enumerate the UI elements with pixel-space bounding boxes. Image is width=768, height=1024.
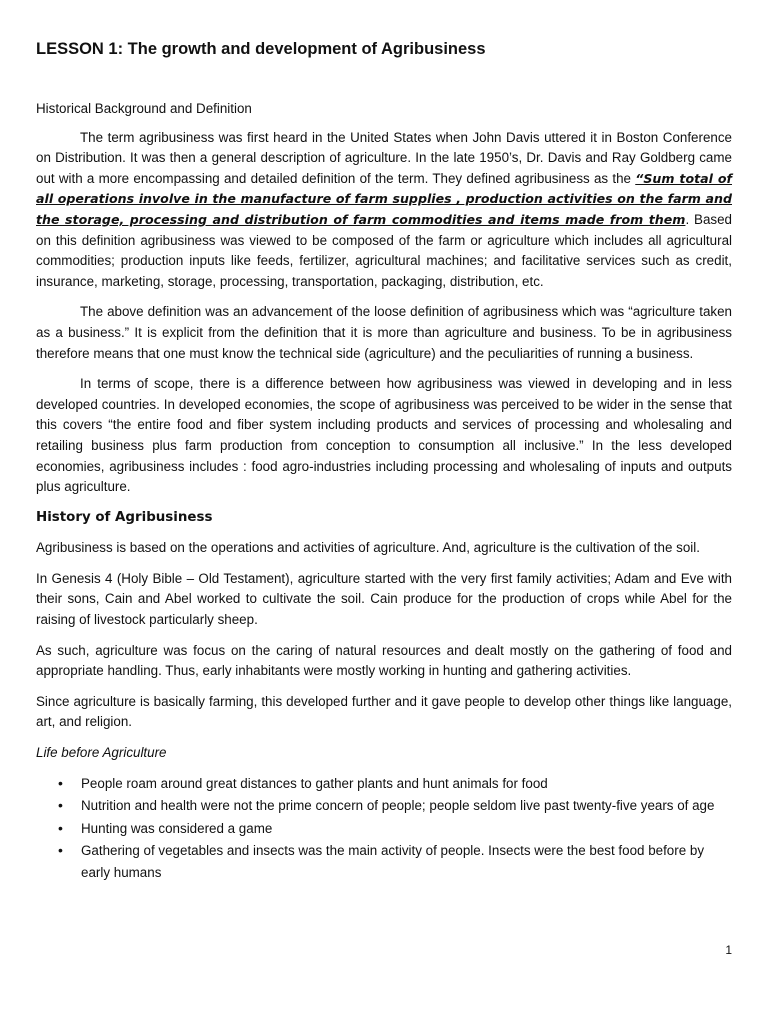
bullet-icon: •: [58, 774, 63, 791]
list-item-text: Nutrition and health were not the prime concern of people; people seldom live past twenty-five years of age: [81, 798, 715, 814]
document-body: [36, 38, 732, 884]
list-item: [36, 773, 732, 795]
bullet-icon: •: [58, 797, 63, 814]
list-item-text: People roam around great distances to gather plants and hunt animals for food: [81, 775, 548, 791]
paragraph-operations: Agribusiness is based on the operations and activities of agriculture. And, agriculture is the cultivation of the soil.: [36, 540, 700, 556]
list-item: [36, 840, 732, 883]
paragraph-text: The term agribusiness was first heard in the United States when John Davis uttered it in Boston Conference on Distribution. It was then a general description of agriculture. In the late 1950’s, Dr. Davis and Ray Goldberg came out with a more encompassing and detailed definition of the term. They defined agribusiness as the: [36, 129, 732, 186]
list-item-text: Gathering of vegetables and insects was the main activity of people. Insects were the best food before by early humans: [81, 843, 705, 880]
list-item: [36, 818, 732, 840]
bullet-icon: •: [58, 819, 63, 836]
life-before-agriculture-heading: Life before Agriculture: [36, 745, 167, 761]
section-label: Historical Background and Definition: [36, 101, 252, 116]
paragraph-definition: [36, 128, 732, 293]
page-number: 1: [725, 943, 732, 957]
list-item: [36, 795, 732, 817]
list-item-text: Hunting was considered a game: [81, 820, 273, 836]
lesson-title: LESSON 1: The growth and development of Agribusiness: [36, 40, 486, 58]
paragraph-advancement: The above definition was an advancement of the loose definition of agribusiness which was “agriculture taken as a business.” It is explicit from the definition that it is more than agriculture and business. To be in agribusiness therefore means that one must know the technical side (agriculture) and the peculiarities of running a business.: [36, 304, 732, 361]
paragraph-scope: In terms of scope, there is a difference between how agribusiness was viewed in developing and in less developed countries. In developed economies, the scope of agribusiness was perceived to be wider in the sense that this covers “the entire food and fiber system including products and services of processing and wholesaling and retailing business plus farm production from conception to consumption all inclusive.” In the less developed economies, agribusiness includes : food agro-industries including processing and wholesaling of inputs and outputs plus agriculture.: [36, 376, 732, 495]
agribusiness-definition-quote: “Sum total of all operations involve in the manufacture of farm supplies , production activities on the farm and the storage, processing and distribution of farm commodities and items made from them: [36, 170, 732, 227]
bullet-icon: •: [58, 842, 63, 859]
history-heading: History of Agribusiness: [36, 509, 213, 525]
paragraph-farming: Since agriculture is basically farming, this developed further and it gave people to develop other things like language, art, and religion.: [36, 693, 732, 730]
paragraph-genesis: In Genesis 4 (Holy Bible – Old Testament), agriculture started with the very first family activities; Adam and Eve with their sons, Cain and Abel worked to cultivate the soil. Cain produce for the production of crops while Abel for the raising of livestock particularly sheep.: [36, 570, 732, 628]
paragraph-text: . Based on this definition agribusiness was viewed to be composed of the farm or agriculture which includes all agricultural commodities; production inputs like feeds, fertilizer, agricultural machines; and facilitative services such as credit, insurance, marketing, storage, processing, transportation, packaging, distribution, etc.: [36, 211, 732, 289]
bullet-list: [36, 773, 732, 884]
paragraph-natural-resources: As such, agriculture was focus on the caring of natural resources and dealt mostly on the gathering of food and appropriate handling. Thus, early inhabitants were mostly working in hunting and gathering activities.: [36, 642, 732, 679]
